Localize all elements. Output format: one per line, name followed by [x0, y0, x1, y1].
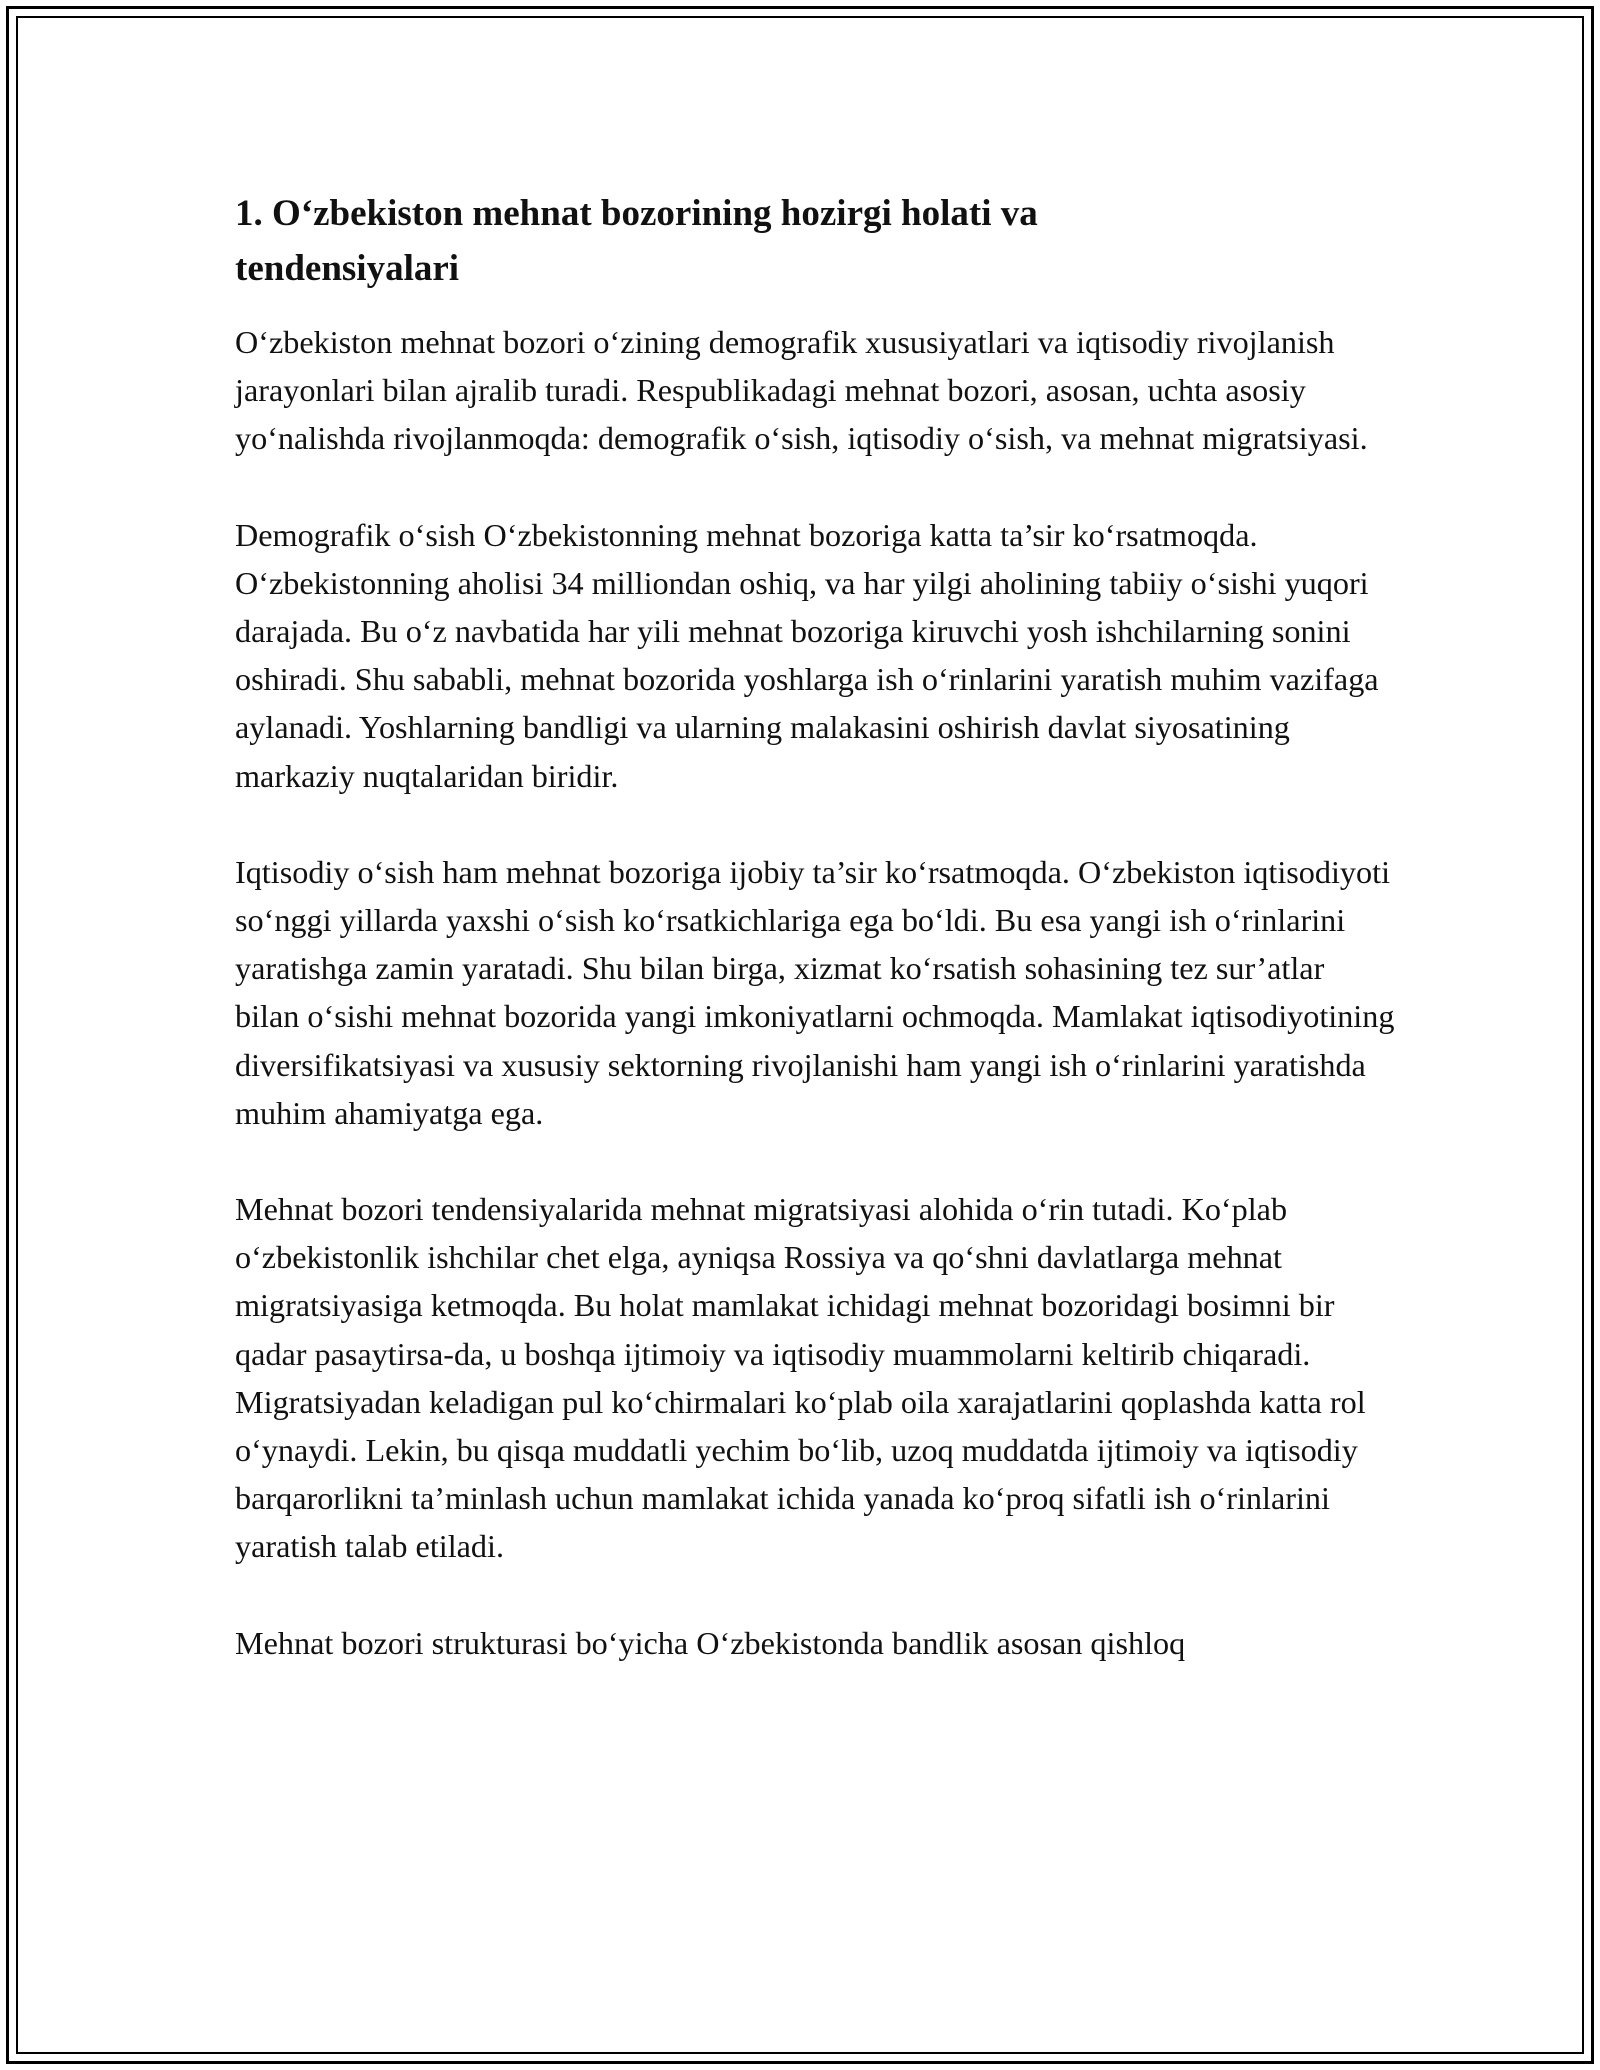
paragraph-5: Mehnat bozori strukturasi bo‘yicha O‘zbekistonda bandlik asosan qishloq [235, 1624, 1186, 1661]
paragraph-3: Iqtisodiy o‘sish ham mehnat bozoriga ijobiy ta’sir ko‘rsatmoqda. O‘zbekiston iqtisodiyoti so‘nggi yillarda yaxshi o‘sish ko‘rsatkichlariga ega bo‘ldi. Bu esa yangi ish o‘rinlarini yaratishga zamin yaratadi. Shu bilan birga, xizmat ko‘rsatish sohasining tez sur’atlar bilan o‘sishi mehnat bozorida yangi imkoniyatlarni ochmoqda. Mamlakat iqtisodiyotining diversifikatsiyasi va xususiy sektorning rivojlanishi ham yangi ish o‘rinlarini yaratishda muhim ahamiyatga ega. [235, 853, 1395, 1131]
paragraph-4: Mehnat bozori tendensiyalarida mehnat migratsiyasi alohida o‘rin tutadi. Ko‘plab o‘zbekistonlik ishchilar chet elga, ayniqsa Rossiya va qo‘shni davlatlarga mehnat migratsiyasiga ketmoqda. Bu holat mamlakat ichidagi mehnat bozoridagi bosimni bir qadar pasaytirsa-da, u boshqa ijtimoiy va iqtisodiy muammolarni keltirib chiqaradi. Migratsiyadan keladigan pul ko‘chirmalari ko‘plab oila xarajatlarini qoplashda katta rol o‘ynaydi. Lekin, bu qisqa muddatli yechim bo‘lib, uzoq muddatda ijtimoiy va iqtisodiy barqarorlikni ta’minlash uchun mamlakat ichida yanada ko‘proq sifatli ish o‘rinlarini yaratish talab etiladi. [235, 1191, 1366, 1565]
document-body [235, 186, 1395, 1715]
paragraph-2: Demografik o‘sish O‘zbekistonning mehnat bozoriga katta ta’sir ko‘rsatmoqda. O‘zbekistonning aholisi 34 milliondan oshiq, va har yilgi aholining tabiiy o‘sishi yuqori darajada. Bu o‘z navbatida har yili mehnat bozoriga kiruvchi yosh ishchilarning sonini oshiradi. Shu sababli, mehnat bozorida yoshlarga ish o‘rinlarini yaratish muhim vazifaga aylanadi. Yoshlarning bandligi va ularning malakasini oshirish davlat siyosatining markaziy nuqtalaridan biridir. [235, 516, 1379, 794]
paragraph-1: O‘zbekiston mehnat bozori o‘zining demografik xususiyatlari va iqtisodiy rivojlanish jarayonlari bilan ajralib turadi. Respublikadagi mehnat bozori, asosan, uchta asosiy yo‘nalishda rivojlanmoqda: demografik o‘sish, iqtisodiy o‘sish, va mehnat migratsiyasi. [235, 324, 1368, 457]
section-heading: 1. O‘zbekiston mehnat bozorining hozirgi holati va tendensiyalari [235, 193, 1038, 289]
